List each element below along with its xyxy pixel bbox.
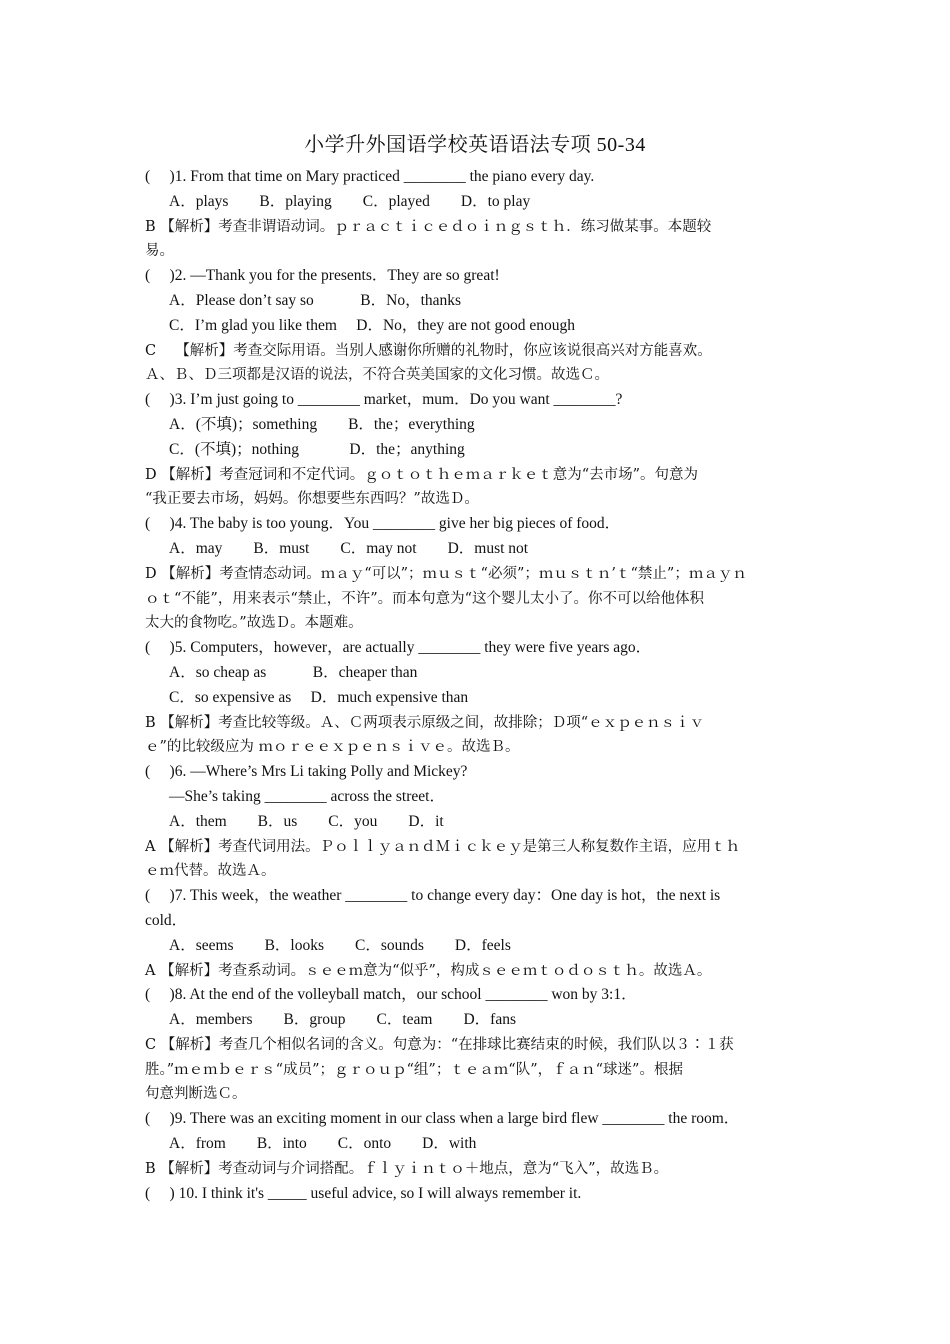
analysis-line: D 【解析】考查情态动词。ｍａｙ“可以”；ｍｕｓｔ“必须”；ｍｕｓｔｎ’ｔ“禁止”；ｍａｙｎ [145,565,747,582]
option-line: A．Please don’t say so B．No，thanks [169,291,462,309]
option-line: A．them B．us C．you D．it [169,812,444,830]
question-list [145,165,813,1206]
analysis-line: ｅｍ代替。故选Ａ。 [145,863,276,880]
analysis-line: A 【解析】考查代词用法。ＰｏｌｌｙａｎｄＭｉｃｋｅｙ是第三人称复数作主语，应用ｔｈ [145,838,741,855]
analysis-line: “我正要去市场，妈妈。你想要些东西吗？”故选Ｄ。 [145,491,479,508]
question-line: ( )5. Computers，however，are actually ________ they were five years ago． [145,639,652,657]
question-line: cold． [145,911,188,929]
analysis-line: 太大的食物吃。”故选Ｄ。本题难。 [145,615,363,632]
analysis-line: 句意判断选Ｃ。 [145,1086,247,1103]
option-line: A．members B．group C．team D．fans [169,1011,516,1029]
option-line: C．so expensive as D．much expensive than [169,688,469,706]
option-line: A．(不填)；something B．the；everything [169,415,475,433]
question-line: ( )9. There was an exciting moment in our class when a large bird flew ________ the room． [145,1110,740,1128]
option-line: —She’s taking ________ across the street． [169,787,445,805]
question-line: ( )4. The baby is too young．You ________ give her big pieces of food． [145,515,621,533]
option-line: A．so cheap as B．cheaper than [169,663,418,681]
analysis-line: B 【解析】考查非谓语动词。ｐｒａｃｔｉｃｅｄｏｉｎｇｓｔｈ．练习做某事。本题较 [145,218,712,235]
analysis-line: 胜。”ｍｅｍｂｅｒｓ“成员”；ｇｒｏｕｐ“组”；ｔｅａｍ“队”，ｆａｎ“球迷”。根据 [145,1061,683,1078]
question-line: ( )6. —Where’s Mrs Li taking Polly and Mickey? [145,763,468,781]
analysis-line: A 【解析】考查系动词。ｓｅｅｍ意为“似乎”，构成ｓｅｅｍｔｏｄｏｓｔｈ。故选Ａ。 [145,962,712,979]
question-line: ( )8. At the end of the volleyball match，our school ________ won by 3:1． [145,986,637,1004]
question-line: ( )3. I’m just going to ________ market，mum．Do you want ________? [145,391,623,409]
analysis-line: 易。 [145,243,174,260]
analysis-line: B 【解析】考查动词与介词搭配。ｆｌｙｉｎｔｏ＋地点，意为“飞入”，故选Ｂ。 [145,1160,669,1177]
option-line: A．plays B．playing C．played D．to play [169,192,531,210]
option-line: A．from B．into C．onto D．with [169,1135,477,1153]
analysis-line: D 【解析】考查冠词和不定代词。ｇｏｔｏｔｈｅｍａｒｋｅｔ意为“去市场”。句意为 [145,466,699,483]
option-line: C．I’m glad you like them D．No，they are not good enough [169,316,575,334]
analysis-line: ｏｔ“不能”，用来表示“禁止，不许”。而本句意为“这个婴儿太小了。你不可以给他体积 [145,590,705,607]
analysis-line: ｅ”的比较级应为 ｍｏｒｅｅｘｐｅｎｓｉｖｅ。故选Ｂ。 [145,739,520,756]
analysis-line: C 【解析】考查交际用语。当别人感谢你所赠的礼物时，你应该说很高兴对方能喜欢。 [145,342,712,359]
question-line: ( )1. From that time on Mary practiced ________ the piano every day. [145,168,595,185]
question-line: ( )2. —Thank you for the presents．They are so great! [145,267,500,285]
question-line: ( ) 10. I think it's _____ useful advice, so I will always remember it. [145,1184,582,1202]
analysis-line: B 【解析】考查比较等级。Ａ、Ｃ两项表示原级之间，故排除；Ｄ项“ｅｘｐｅｎｓｉｖ [145,714,705,731]
option-line: A．seems B．looks C．sounds D．feels [169,936,511,954]
question-line: ( )7. This week，the weather ________ to change every day：One day is hot，the next is [145,887,721,905]
analysis-line: C 【解析】考查几个相似名词的含义。句意为：“在排球比赛结束的时候，我们队以３∶１获 [145,1036,734,1053]
option-line: A．may B．must C．may not D．must not [169,539,529,557]
analysis-line: Ａ、Ｂ、Ｄ三项都是汉语的说法，不符合英美国家的文化习惯。故选Ｃ。 [145,367,609,384]
option-line: C．(不填)；nothing D．the；anything [169,440,465,458]
page-title: 小学升外国语学校英语语法专项 50-34 [304,134,646,156]
